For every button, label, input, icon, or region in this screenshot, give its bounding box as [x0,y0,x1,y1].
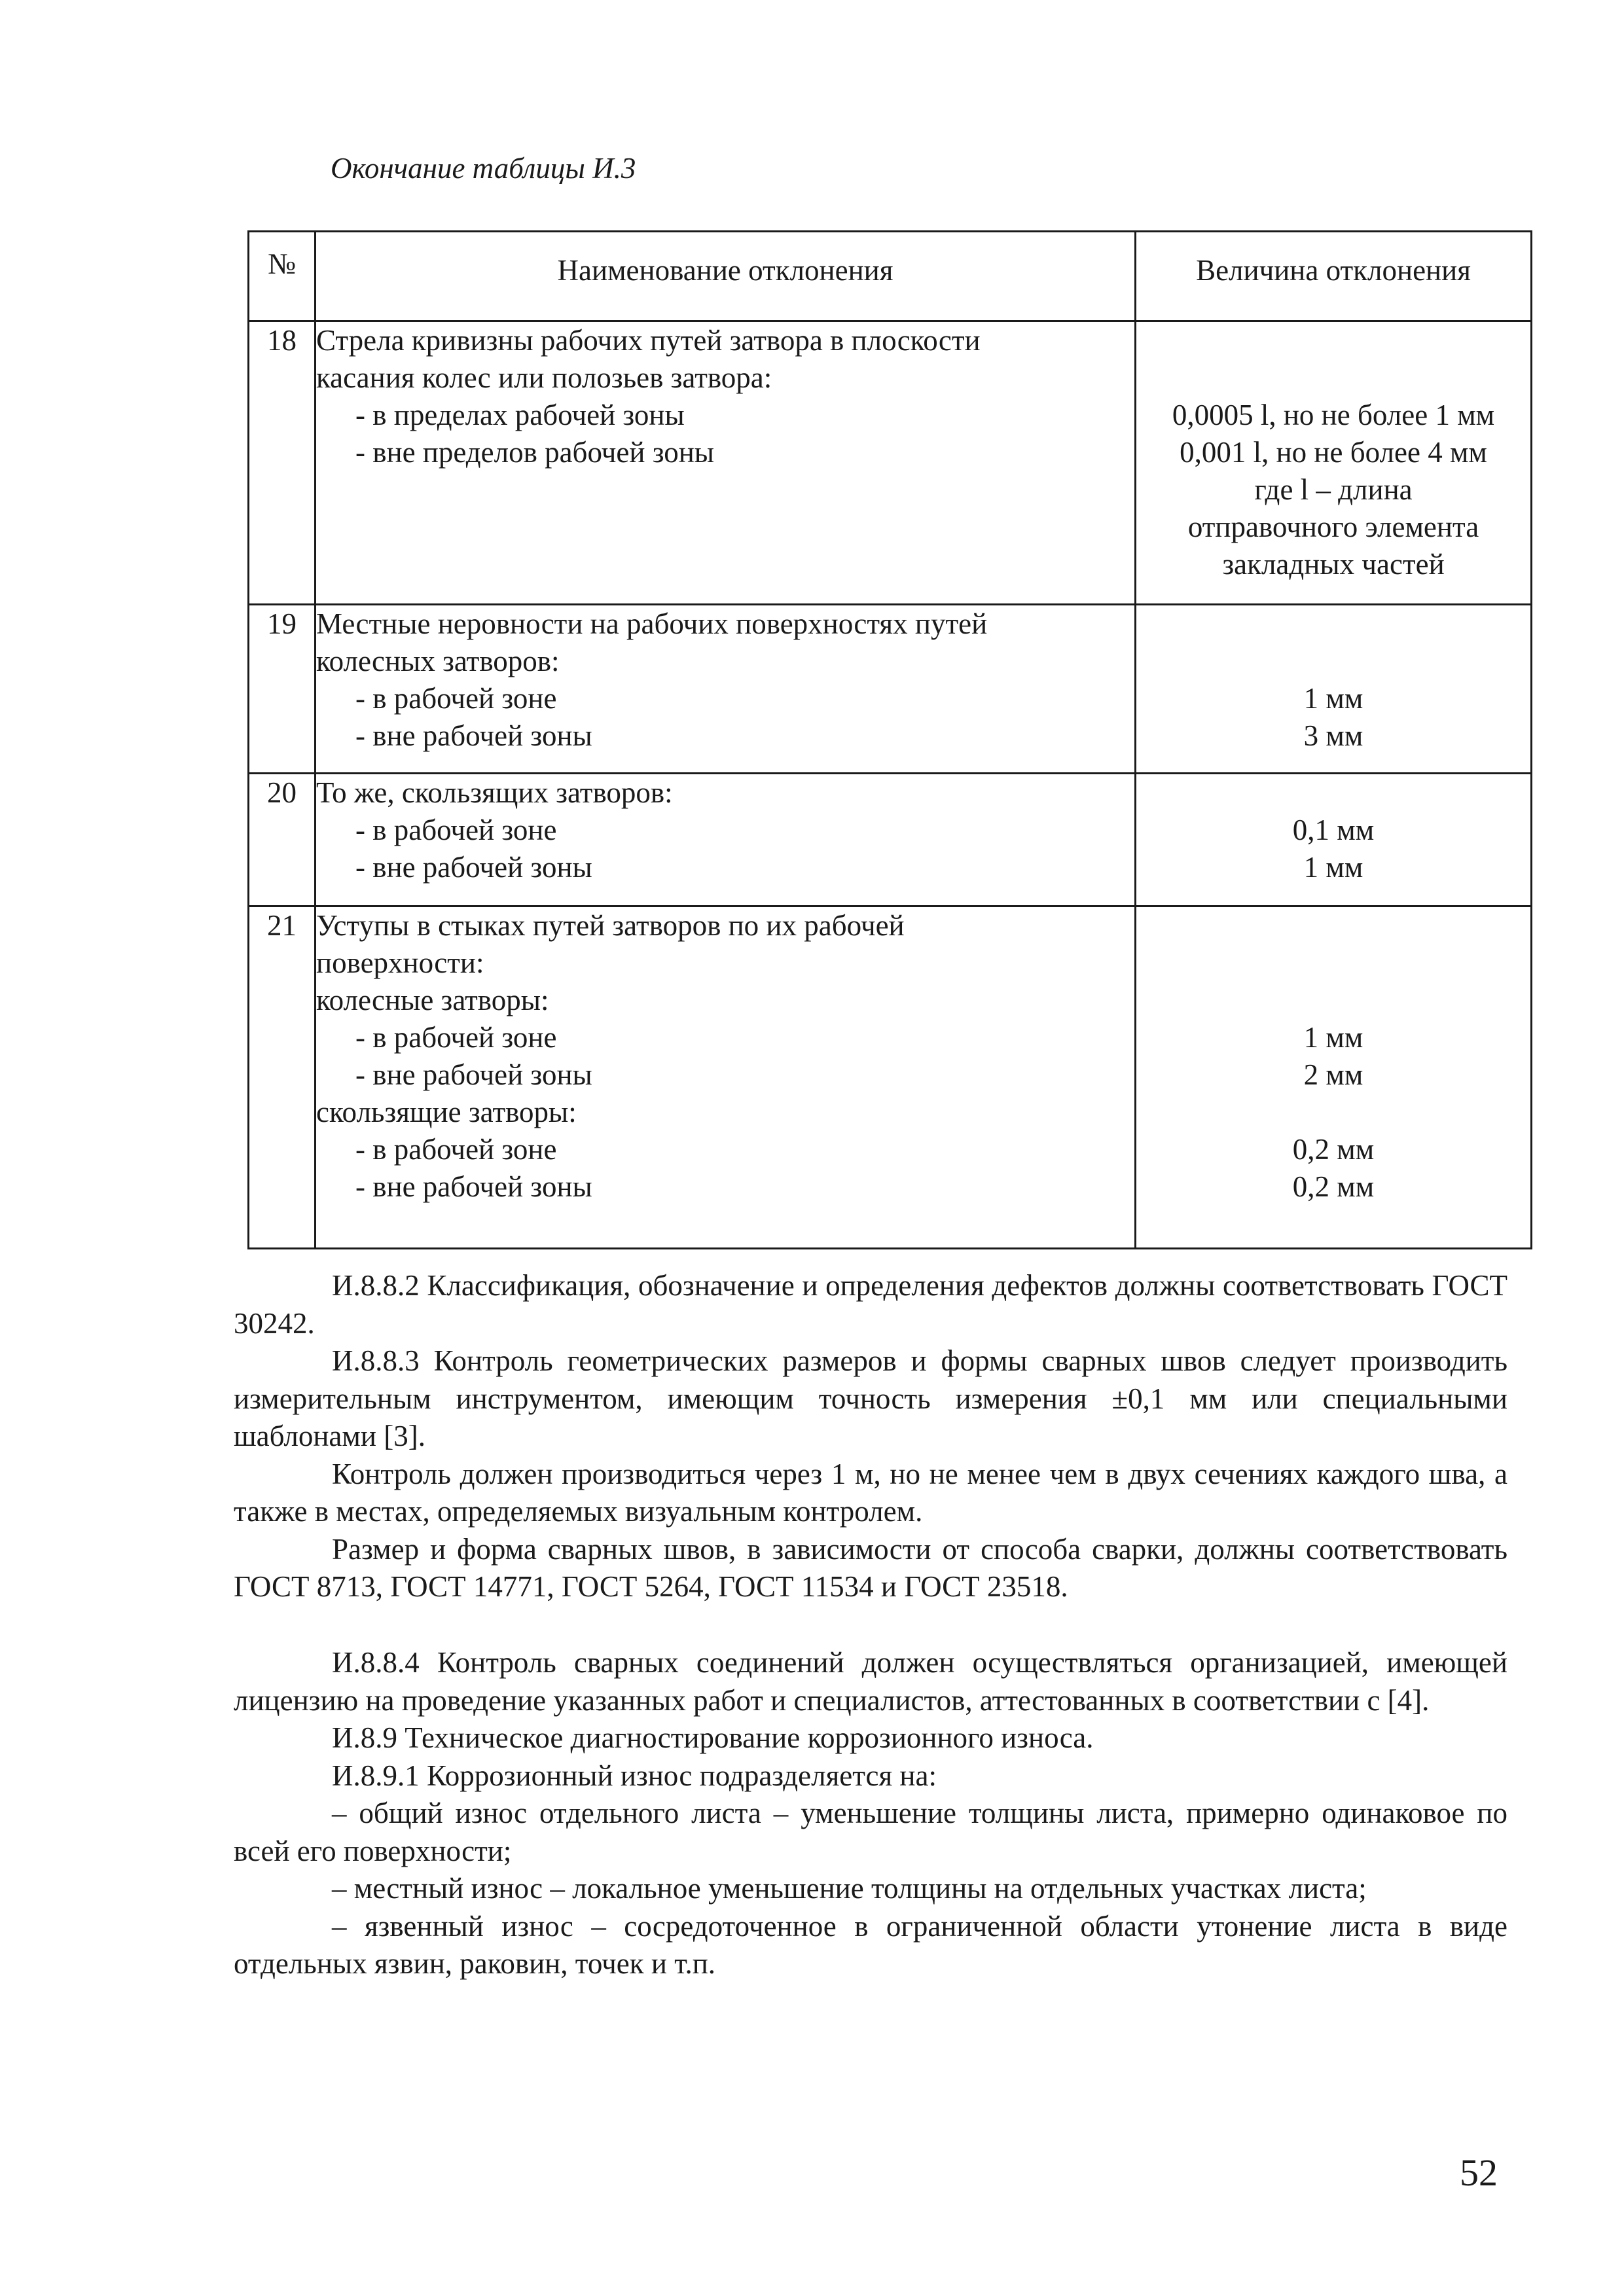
header-number: № [249,232,316,321]
name-line: Местные неровности на рабочих поверхностях путей [316,607,988,640]
row-number: 19 [249,605,316,774]
deviation-name-cell [316,605,1136,774]
page-number: 52 [1460,2151,1498,2194]
value-line: 0,2 мм [1292,1133,1375,1166]
deviation-name-cell [316,774,1136,906]
row-number: 20 [249,774,316,906]
table-header-row [249,232,1532,321]
body-text-block-2 [234,1644,1507,1983]
value-line [1136,322,1530,359]
table-row [249,774,1532,906]
header-deviation-name: Наименование отклонения [316,232,1136,321]
deviation-name-cell [316,906,1136,1249]
name-line: То же, скользящих затворов: [316,776,673,809]
row-number: 18 [249,321,316,605]
paragraph: И.8.9 Техническое диагностирование коррозионного износа. [332,1721,1094,1754]
paragraph: И.8.8.3 Контроль геометрических размеров и формы сварных швов следует производить измерительным инструментом, имеющим точность измерения ±0,1 мм или специальными шаблонами [3]. [234,1344,1507,1452]
value-line: отправочного элемента [1187,511,1479,543]
name-line: - вне рабочей зоны [355,1058,592,1091]
value-line: 0,2 мм [1292,1170,1375,1203]
value-line [1136,359,1530,397]
name-line: - в рабочей зоне [355,682,557,715]
name-line: - в рабочей зоне [355,1021,557,1054]
value-line [1136,774,1530,812]
name-line: - вне пределов рабочей зоны [355,436,715,469]
name-line: - в рабочей зоне [355,814,557,846]
deviations-table [247,230,1532,1249]
value-line: 0,1 мм [1292,814,1375,846]
value-line: где l – длина [1254,473,1413,506]
deviation-value-cell [1136,605,1532,774]
row-number: 21 [249,906,316,1249]
name-line: касания колес или полозьев затвора: [316,361,772,394]
deviation-value-cell [1136,774,1532,906]
list-item: – общий износ отдельного листа – уменьшение толщины листа, примерно одинаковое по всей его поверхности; [234,1797,1507,1867]
value-line: 1 мм [1303,851,1363,884]
value-line: закладных частей [1222,548,1445,581]
list-item: – язвенный износ – сосредоточенное в ограниченной области утонение листа в виде отдельных язвин, раковин, точек и т.п. [234,1909,1507,1980]
name-line: - вне рабочей зоны [355,719,592,752]
name-line: колесные затворы: [316,984,549,1016]
body-text-block-1 [234,1267,1507,1606]
value-line: 0,0005 l, но не более 1 мм [1172,399,1495,431]
value-line: 1 мм [1303,1021,1363,1054]
table-row [249,321,1532,605]
deviation-name-cell [316,321,1136,605]
name-line: Стрела кривизны рабочих путей затвора в плоскости [316,324,981,357]
deviation-value-cell [1136,321,1532,605]
name-line: скользящие затворы: [316,1096,577,1128]
name-line: - вне рабочей зоны [355,851,592,884]
header-deviation-value: Величина отклонения [1136,232,1532,321]
list-item: – местный износ – локальное уменьшение толщины на отдельных участках листа; [332,1872,1367,1905]
deviation-value-cell [1136,906,1532,1249]
value-line: 0,001 l, но не более 4 мм [1180,436,1487,469]
name-line: - вне рабочей зоны [355,1170,592,1203]
paragraph: Размер и форма сварных швов, в зависимости от способа сварки, должны соответствовать ГОСТ 8713, ГОСТ 14771, ГОСТ 5264, ГОСТ 11534 и ГОСТ 23518. [234,1532,1507,1603]
table-caption: Окончание таблицы И.3 [331,152,636,185]
value-line [1136,1094,1530,1131]
name-line: - в рабочей зоне [355,1133,557,1166]
value-line: 3 мм [1303,719,1363,752]
value-line [1136,944,1530,982]
paragraph: И.8.8.4 Контроль сварных соединений должен осуществляться организацией, имеющей лицензию на проведение указанных работ и специалистов, аттестованных в соответствии с [4]. [234,1646,1507,1717]
value-line [1136,907,1530,944]
name-line: колесных затворов: [316,645,560,677]
paragraph: И.8.9.1 Коррозионный износ подразделяется на: [332,1759,937,1792]
name-line: - в пределах рабочей зоны [355,399,685,431]
table-row [249,906,1532,1249]
value-line: 2 мм [1303,1058,1363,1091]
paragraph: Контроль должен производиться через 1 м, но не менее чем в двух сечениях каждого шва, а также в местах, определяемых визуальным контролем. [234,1457,1507,1528]
name-line: поверхности: [316,946,484,979]
value-line: 1 мм [1303,682,1363,715]
value-line [1136,605,1530,643]
value-line [1136,982,1530,1019]
paragraph: И.8.8.2 Классификация, обозначение и определения дефектов должны соответствовать ГОСТ 30242. [234,1269,1507,1340]
name-line: Уступы в стыках путей затворов по их рабочей [316,909,905,942]
table-row [249,605,1532,774]
value-line [1136,643,1530,680]
